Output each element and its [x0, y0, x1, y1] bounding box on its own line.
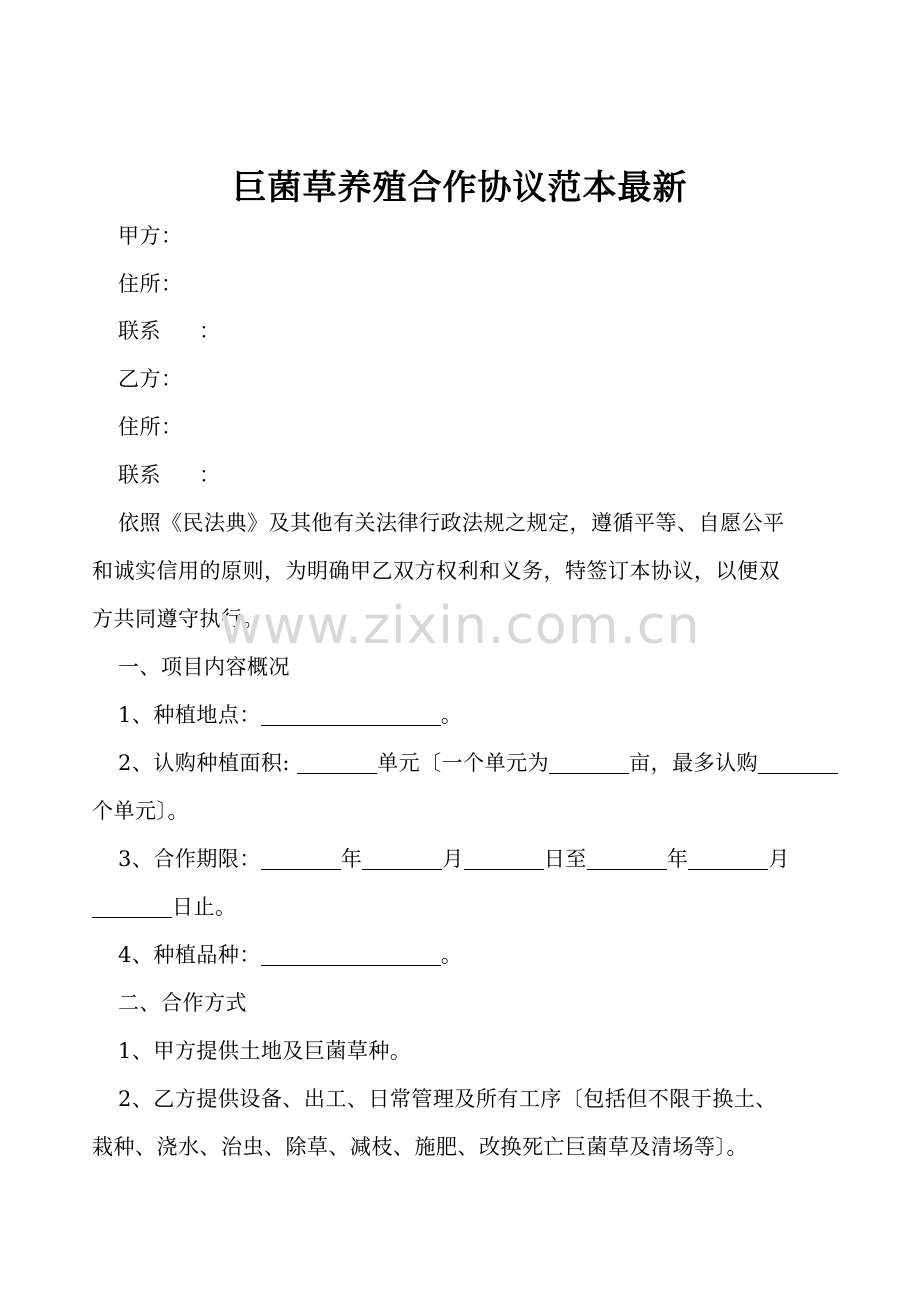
- end-day-blank[interactable]: [92, 893, 172, 918]
- year-text: 年: [340, 847, 363, 871]
- section1-item2: [92, 739, 858, 787]
- party-a-label: 甲方：: [118, 224, 183, 248]
- unit-text: 单元〔一个单元为: [377, 751, 550, 775]
- end-text: 日止。: [172, 895, 237, 919]
- section2-item2-line1: 2、乙方提供设备、出工、日常管理及所有工序〔包括但不限于换土、: [118, 1087, 777, 1111]
- planting-location-blank[interactable]: [261, 701, 441, 726]
- section1-item3: [92, 835, 858, 883]
- period-2: 。: [440, 943, 463, 967]
- party-a-address: 住所：: [118, 272, 183, 296]
- end-year-blank[interactable]: [587, 845, 667, 870]
- variety-label: 4、种植品种：: [118, 943, 261, 967]
- mu-blank[interactable]: [549, 749, 629, 774]
- party-a-contact-label: 联系: [118, 319, 161, 343]
- party-b-contact: [92, 451, 858, 499]
- max-units-blank[interactable]: [758, 749, 838, 774]
- planting-location-label: 1、种植地点：: [118, 703, 261, 727]
- variety-blank[interactable]: [261, 941, 441, 966]
- section1-item4: [92, 931, 858, 979]
- month-text-2: 月: [768, 847, 790, 871]
- document-title: 巨菌草养殖合作协议范本最新: [232, 168, 688, 208]
- section2-heading: 二、合作方式: [118, 991, 247, 1015]
- party-b-contact-colon: ：: [199, 463, 221, 487]
- party-b-contact-label: 联系: [118, 463, 161, 487]
- section1-item2-cont: 个单元〕。: [92, 799, 189, 823]
- party-b-address: 住所：: [118, 415, 183, 439]
- year-text-2: 年: [666, 847, 689, 871]
- watermark: www.zixin.com.cn: [219, 596, 701, 656]
- intro-line-1: 依照《民法典》及其他有关法律行政法规之规定，遵循平等、自愿公平: [118, 511, 785, 535]
- mu-text: 亩，最多认购: [629, 751, 759, 775]
- month-text: 月: [442, 847, 464, 871]
- party-b-label: 乙方：: [118, 367, 183, 391]
- end-month-blank[interactable]: [688, 845, 768, 870]
- intro-line-3: 方共同遵守执行。: [92, 607, 264, 631]
- area-label: 2、认购种植面积:: [118, 751, 290, 775]
- party-a-contact-colon: ：: [199, 319, 221, 343]
- section2-item1: 1、甲方提供土地及巨菌草种。: [118, 1039, 412, 1063]
- section1-item1: [92, 691, 858, 739]
- period: 。: [440, 703, 463, 727]
- term-label: 3、合作期限：: [118, 847, 261, 871]
- party-a-contact: [92, 307, 858, 355]
- day-to-text: 日至: [543, 847, 587, 871]
- start-year-blank[interactable]: [261, 845, 341, 870]
- units-blank[interactable]: [297, 749, 377, 774]
- section1-item3-cont: [92, 883, 832, 931]
- section1-heading: 一、项目内容概况: [118, 655, 290, 679]
- start-day-blank[interactable]: [464, 845, 544, 870]
- intro-line-2: 和诚实信用的原则，为明确甲乙双方权利和义务，特签订本协议，以便双: [92, 559, 780, 583]
- section2-item2-line2: 栽种、浇水、治虫、除草、减枝、施肥、改换死亡巨菌草及清场等〕。: [92, 1135, 748, 1159]
- start-month-blank[interactable]: [362, 845, 442, 870]
